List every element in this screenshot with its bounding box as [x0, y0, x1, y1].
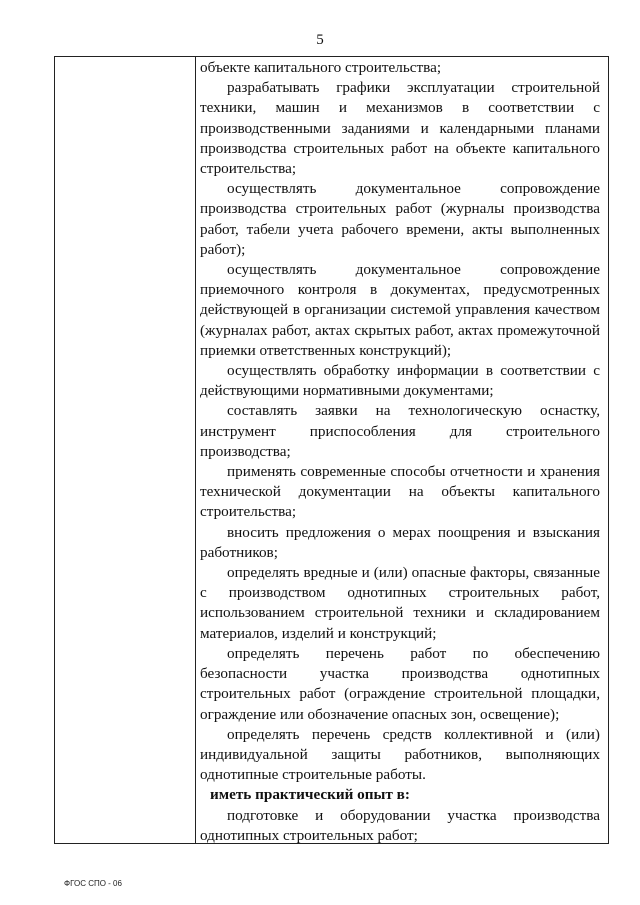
paragraph: вносить предложения о мерах поощрения и взыскания работников;	[200, 523, 600, 561]
table-column-divider	[195, 56, 196, 844]
paragraph: осуществлять документальное сопровождение приемочного контроля в документах, предусмотренных действующей в организации системой управления качеством (журналах работ, актах скрытых работ, актах промежуточной приемки ответственных конструкций);	[200, 261, 600, 359]
table-cell-content	[200, 58, 600, 846]
paragraph: определять перечень работ по обеспечению безопасности участка производства однотипных строительных работ (ограждение строительной площадки, ограждение или обозначение опасных зон, освещение);	[200, 644, 600, 723]
paragraph: разрабатывать графики эксплуатации строительной техники, машин и механизмов в соответствии с производственными заданиями и календарными планами производства строительных работ на объекте капитального строительства;	[200, 79, 600, 178]
document-footer: ФГОС СПО - 06	[64, 879, 122, 888]
paragraph: составлять заявки на технологическую оснастку, инструмент приспособления для строительного производства;	[200, 402, 600, 460]
paragraph: осуществлять обработку информации в соответствии с действующими нормативными документами;	[200, 362, 600, 400]
paragraph: подготовке и оборудовании участка производства однотипных строительных работ;	[200, 806, 600, 844]
page-number: 5	[316, 32, 324, 48]
paragraph: осуществлять документальное сопровождение производства строительных работ (журналы производства работ, табели учета рабочего времени, акты выполненных работ);	[200, 180, 600, 258]
paragraph: определять вредные и (или) опасные факторы, связанные с производством однотипных строительных работ, использованием строительной техники и складированием материалов, изделий и конструкций;	[200, 564, 600, 642]
paragraph: применять современные способы отчетности и хранения технической документации на объекты капитального строительства;	[200, 463, 600, 521]
section-heading: иметь практический опыт в:	[210, 786, 410, 804]
paragraph: определять перечень средств коллективной и (или) индивидуальной защиты работников, выполняющих однотипные строительные работы.	[200, 725, 600, 784]
paragraph: объекте капитального строительства;	[200, 59, 442, 76]
